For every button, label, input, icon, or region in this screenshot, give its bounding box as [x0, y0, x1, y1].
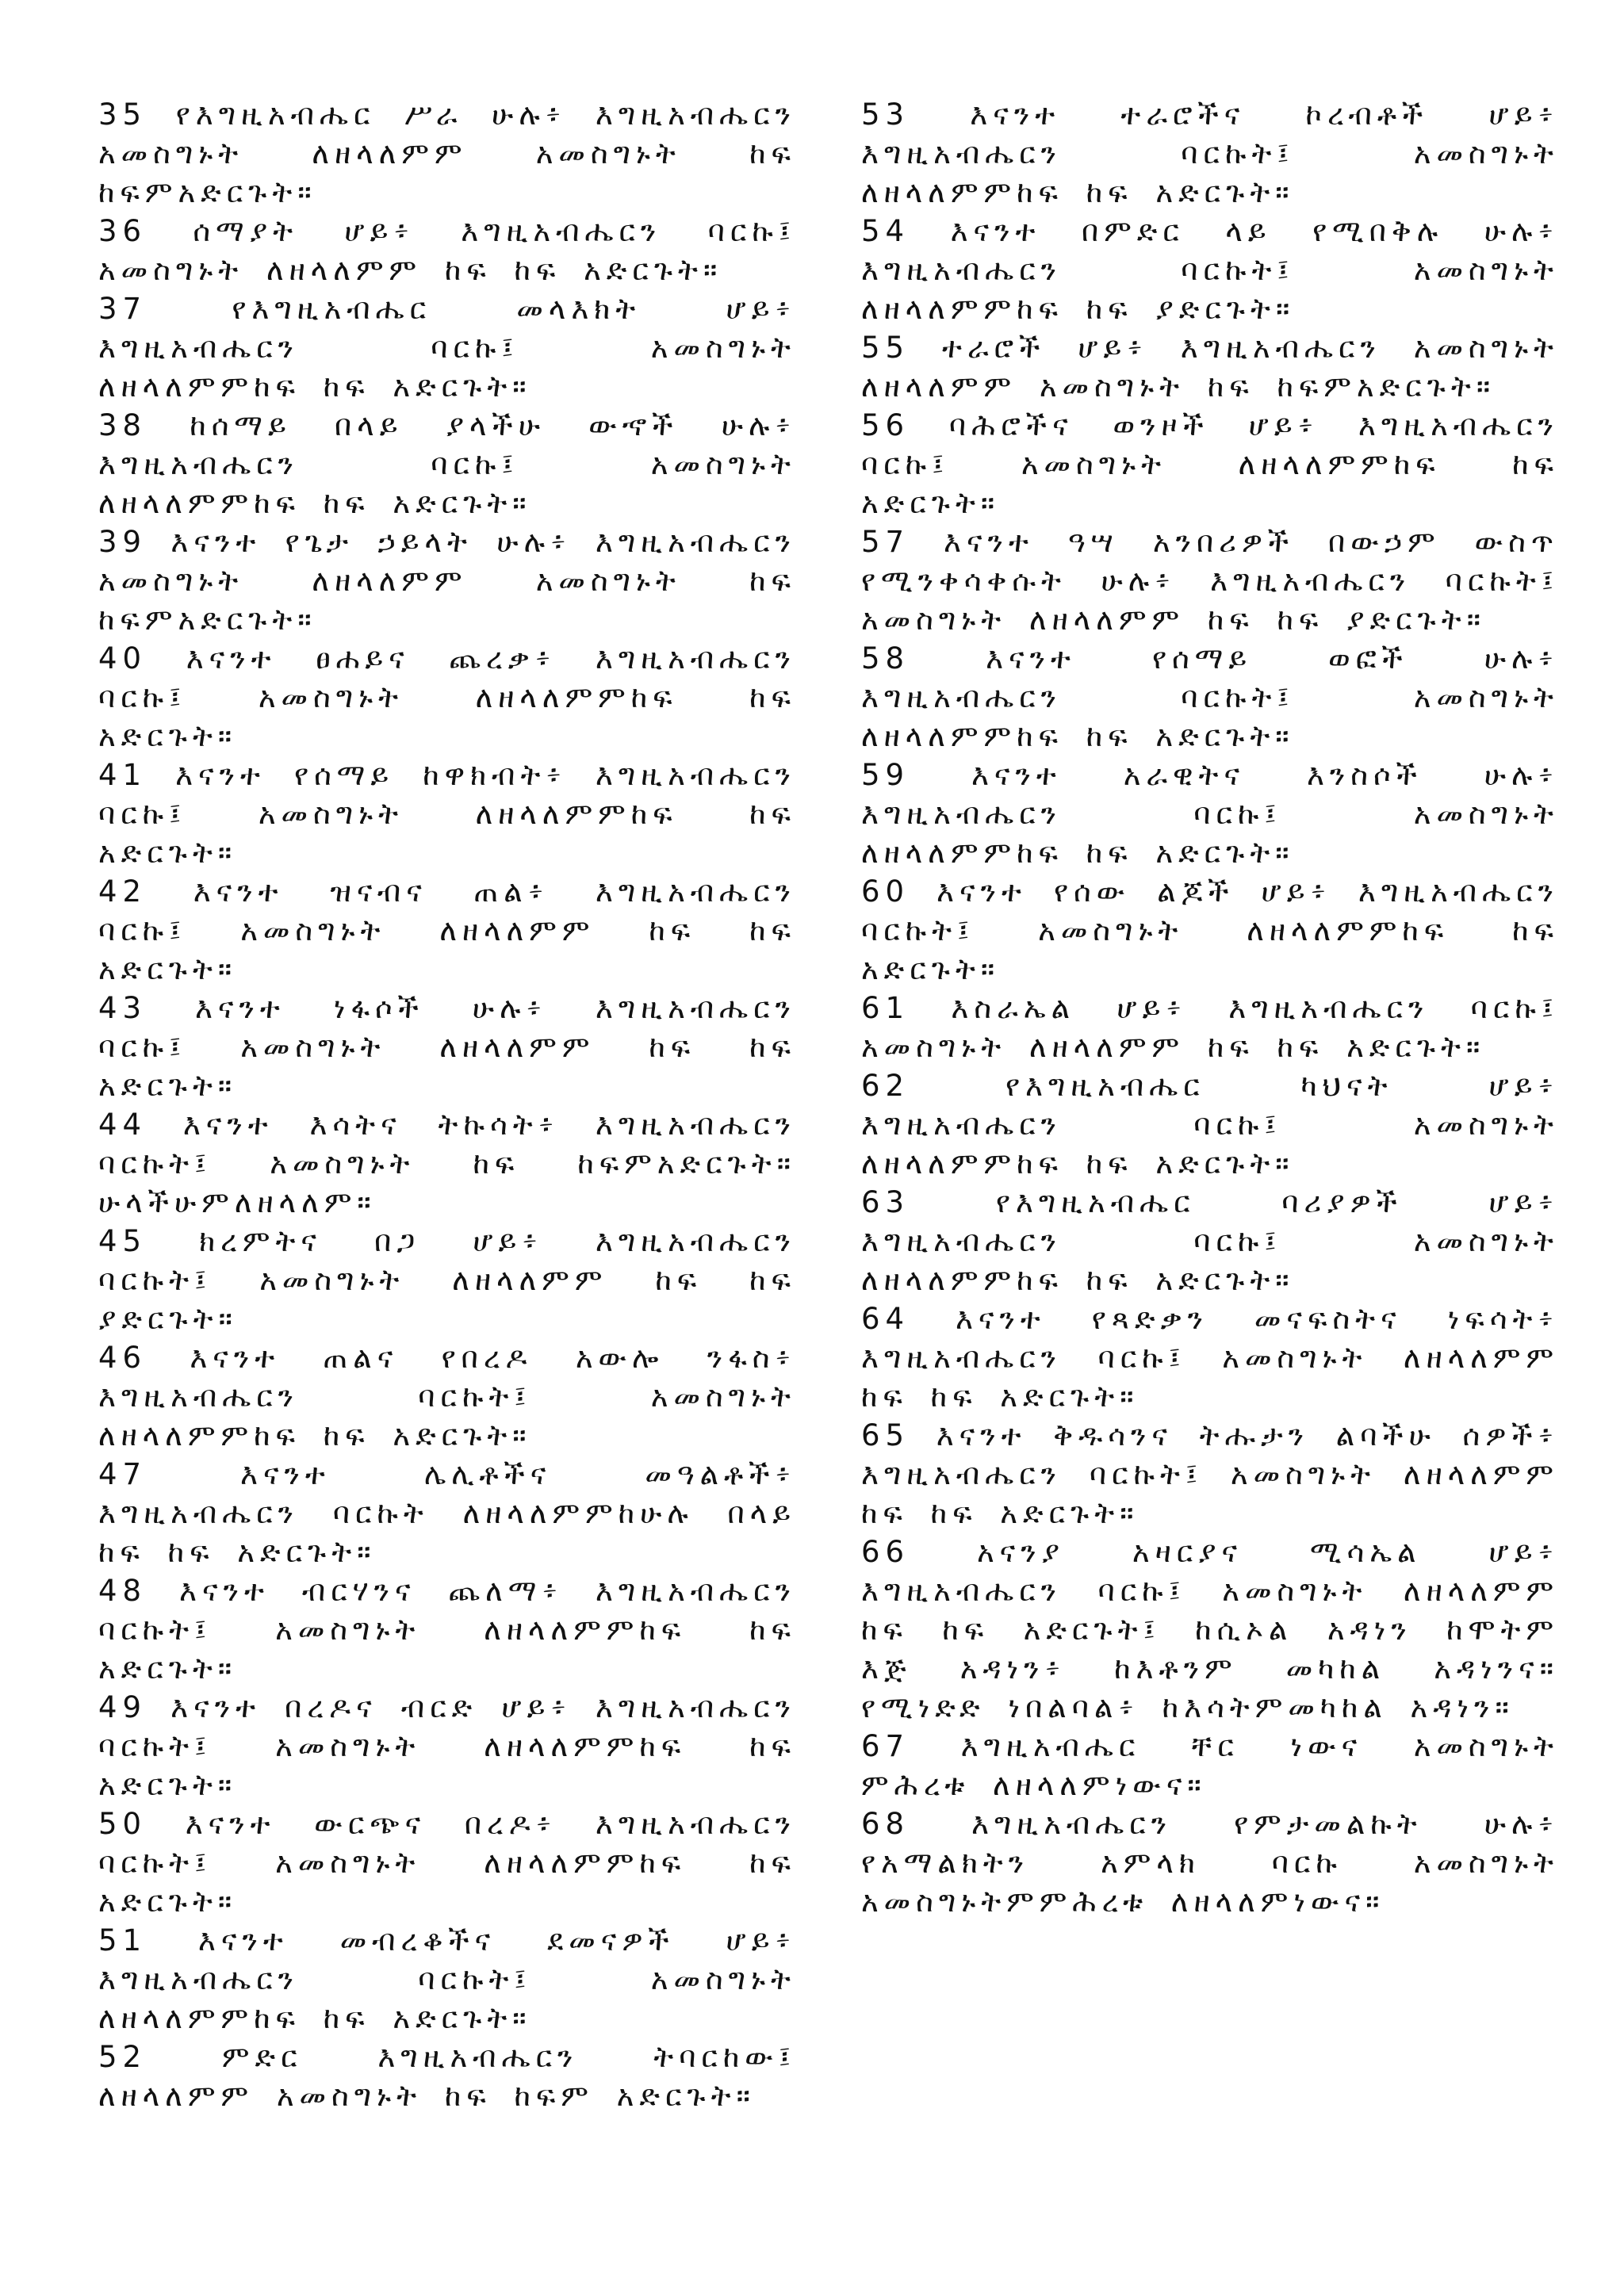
- verse-42: 42 እናንተ ዝናብና ጠል፥ እግዚአብሔርን ባርኩ፤ አመስግኑት ለዘላለምም ከፍ ከፍ አድርጉት።: [98, 874, 796, 986]
- verse-46: 46 እናንተ ጠልና የበረዶ አውሎ ንፋስ፥ እግዚአብሔርን ባርኩት፤ አመስግኑት ለዘላለምምከፍ ከፍ አድርጉት።: [98, 1341, 796, 1452]
- verse-50: 50 እናንተ ውርጭና በረዶ፥ እግዚአብሔርን ባርኩት፤ አመስግኑት ለዘላለምምከፍ ከፍ አድርጉት።: [98, 1807, 796, 1919]
- verse-48: 48 እናንተ ብርሃንና ጨለማ፥ እግዚአብሔርን ባርኩት፤ አመስግኑት ለዘላለምምከፍ ከፍ አድርጉት።: [98, 1574, 796, 1686]
- verse-55: 55 ተራሮች ሆይ፥ እግዚአብሔርን አመስግኑት ለዘላለምም አመስግኑት ከፍ ከፍምአድርጉት።: [861, 331, 1559, 404]
- verse-54: 54 እናንተ በምድር ላይ የሚበቅሉ ሁሉ፥ እግዚአብሔርን ባርኩት፤ አመስግኑት ለዘላለምምከፍ ከፍ ያድርጉት።: [861, 214, 1559, 326]
- verse-56: 56 ባሕሮችና ወንዞች ሆይ፥ እግዚአብሔርን ባርኩ፤ አመስግኑት ለዘላለምምከፍ ከፍ አድርጉት።: [861, 408, 1559, 520]
- verse-49: 49 እናንተ በረዶና ብርድ ሆይ፥ እግዚአብሔርን ባርኩት፤ አመስግኑት ለዘላለምምከፍ ከፍ አድርጉት።: [98, 1690, 796, 1802]
- verse-37: 37 የእግዚአብሔር መላእክት ሆይ፥ እግዚአብሔርን ባርኩ፤ አመስግኑት ለዘላለምምከፍ ከፍ አድርጉት።: [98, 292, 796, 404]
- verse-65: 65 እናንተ ቅዱሳንና ትሑታን ልባችሁ ሰዎች፥ እግዚአብሔርን ባርኩት፤ አመስግኑት ለዘላለምም ከፍ ከፍ አድርጉት።: [861, 1418, 1559, 1530]
- verse-61: 61 እስራኤል ሆይ፥ እግዚአብሔርን ባርኩ፤ አመስግኑት ለዘላለምም ከፍ ከፍ አድርጉት።: [861, 991, 1559, 1064]
- verse-58: 58 እናንተ የሰማይ ወፎች ሁሉ፥ እግዚአብሔርን ባርኩት፤ አመስግኑት ለዘላለምምከፍ ከፍ አድርጉት።: [861, 641, 1559, 753]
- verse-64: 64 እናንተ የጻድቃን መናፍስትና ነፍሳት፥ እግዚአብሔርን ባርኩ፤ አመስግኑት ለዘላለምም ከፍ ከፍ አድርጉት።: [861, 1302, 1559, 1414]
- verse-63: 63 የእግዚአብሔር ባሪያዎች ሆይ፥ እግዚአብሔርን ባርኩ፤ አመስግኑት ለዘላለምምከፍ ከፍ አድርጉት።: [861, 1185, 1559, 1297]
- verse-47: 47 እናንተ ሌሊቶችና መዓልቶች፥ እግዚአብሔርን ባርኩት ለዘላለምምከሁሉ በላይ ከፍ ከፍ አድርጉት።: [98, 1457, 796, 1569]
- verse-35: 35 የእግዚአብሔር ሥራ ሁሉ፥ እግዚአብሔርን አመስግኑት ለዘላለምም አመስግኑት ከፍ ከፍምአድርጉት።: [98, 98, 796, 209]
- verse-40: 40 እናንተ ፀሐይና ጨረቃ፥ እግዚአብሔርን ባርኩ፤ አመስግኑት ለዘላለምምከፍ ከፍ አድርጉት።: [98, 641, 796, 753]
- verse-68: 68 እግዚአብሔርን የምታመልኩት ሁሉ፥ የአማልክትን አምላክ ባርኩ አመስግኑት አመስግኑትምምሕረቱ ለዘላለምነውና።: [861, 1807, 1559, 1919]
- verse-66: 66 አናንያ አዛርያና ሚሳኤል ሆይ፥ እግዚአብሔርን ባርኩ፤ አመስግኑት ለዘላለምም ከፍ ከፍ አድርጉት፤ ከሲኦል አዳነን ከሞትም እጅ አዳነን፥ ከእቶንም መካከል አዳነንና። የሚነድድ ነበልባል፥ ከእሳትምመካከል አዳነን።: [861, 1535, 1559, 1724]
- verse-39: 39 እናንተ የጌታ ኃይላት ሁሉ፥ እግዚአብሔርን አመስግኑት ለዘላለምም አመስግኑት ከፍ ከፍምአድርጉት።: [98, 525, 796, 637]
- verse-57: 57 እናንተ ዓሣ አንበሪዎች በውኃም ውስጥ የሚንቀሳቀሱት ሁሉ፥ እግዚአብሔርን ባርኩት፤ አመስግኑት ለዘላለምም ከፍ ከፍ ያድርጉት።: [861, 525, 1559, 637]
- verse-41: 41 እናንተ የሰማይ ከዋክብት፥ እግዚአብሔርን ባርኩ፤ አመስግኑት ለዘላለምምከፍ ከፍ አድርጉት።: [98, 758, 796, 870]
- verse-45: 45 ክረምትና በጋ ሆይ፥ እግዚአብሔርን ባርኩት፤ አመስግኑት ለዘላለምም ከፍ ከፍ ያድርጉት።: [98, 1224, 796, 1336]
- verse-60: 60 እናንተ የሰው ልጆች ሆይ፥ እግዚአብሔርን ባርኩት፤ አመስግኑት ለዘላለምምከፍ ከፍ አድርጉት።: [861, 874, 1559, 986]
- verse-36: 36 ሰማያት ሆይ፥ እግዚአብሔርን ባርኩ፤ አመስግኑት ለዘላለምም ከፍ ከፍ አድርጉት።: [98, 214, 796, 287]
- verse-43: 43 እናንተ ነፋሶች ሁሉ፥ እግዚአብሔርን ባርኩ፤ አመስግኑት ለዘላለምም ከፍ ከፍ አድርጉት።: [98, 991, 796, 1103]
- verse-38: 38 ከሰማይ በላይ ያላችሁ ውኆች ሁሉ፥ እግዚአብሔርን ባርኩ፤ አመስግኑት ለዘላለምምከፍ ከፍ አድርጉት።: [98, 408, 796, 520]
- verse-44: 44 እናንተ እሳትና ትኩሳት፥ እግዚአብሔርን ባርኩት፤ አመስግኑት ከፍ ከፍምአድርጉት። ሁላችሁምለዘላለም።: [98, 1108, 796, 1219]
- right-column: [861, 95, 1559, 1921]
- verse-67: 67 እግዚአብሔር ቸር ነውና አመስግኑት ምሕረቱ ለዘላለምነውና።: [861, 1729, 1559, 1802]
- verse-62: 62 የእግዚአብሔር ካህናት ሆይ፥ እግዚአብሔርን ባርኩ፤ አመስግኑት ለዘላለምምከፍ ከፍ አድርጉት።: [861, 1069, 1559, 1181]
- verse-52: 52 ምድር እግዚአብሔርን ትባርከው፤ ለዘላለምም አመስግኑት ከፍ ከፍም አድርጉት።: [98, 2040, 796, 2113]
- verse-53: 53 እናንተ ተራሮችና ኮረብቶች ሆይ፥ እግዚአብሔርን ባርኩት፤ አመስግኑት ለዘላለምምከፍ ከፍ አድርጉት።: [861, 98, 1559, 209]
- verse-59: 59 እናንተ አራዊትና እንስሶች ሁሉ፥ እግዚአብሔርን ባርኩ፤ አመስግኑት ለዘላለምምከፍ ከፍ አድርጉት።: [861, 758, 1559, 870]
- verse-51: 51 እናንተ መብረቆችና ደመናዎች ሆይ፥ እግዚአብሔርን ባርኩት፤ አመስግኑት ለዘላለምምከፍ ከፍ አድርጉት።: [98, 1923, 796, 2035]
- left-column: [98, 95, 796, 2115]
